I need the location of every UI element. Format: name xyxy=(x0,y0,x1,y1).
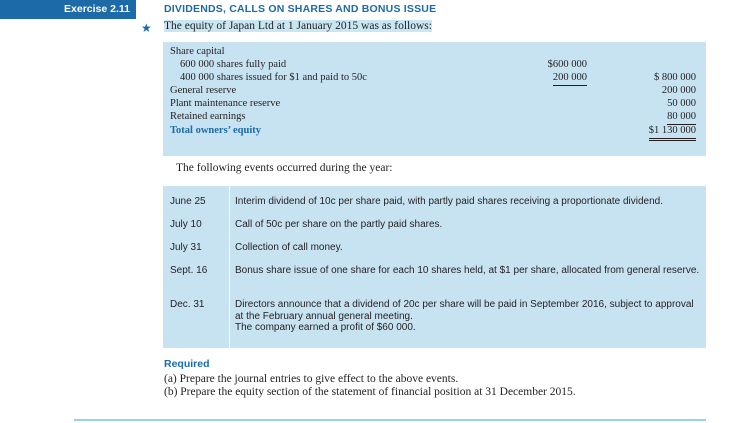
event-text: Call of 50c per share on the partly paid shares. xyxy=(235,219,443,230)
required-heading: Required xyxy=(164,358,210,370)
event-text: Collection of call money. xyxy=(235,242,343,253)
retained-earnings-value: 80 000 xyxy=(667,111,696,125)
equity-table xyxy=(163,42,706,156)
event-date: July 31 xyxy=(170,242,202,253)
general-reserve-label: General reserve xyxy=(170,85,237,96)
event-text: Interim dividend of 10c per share paid, with partly paid shares receiving a proportionate dividend. xyxy=(235,196,664,207)
partly-paid-value: 200 000 xyxy=(553,72,587,86)
event-date: July 10 xyxy=(170,219,202,230)
plant-reserve-value: 50 000 xyxy=(667,98,696,109)
partly-paid-label: 400 000 shares issued for $1 and paid to 50c xyxy=(180,72,367,83)
event-text: Bonus share issue of one share for each 10 shares held, at $1 per share, allocated from general reserve. xyxy=(235,265,700,276)
general-reserve-value: 200 000 xyxy=(661,85,696,96)
exercise-intro: The equity of Japan Ltd at 1 January 2015 was as follows: xyxy=(164,20,432,32)
required-item: (a) Prepare the journal entries to give effect to the above events. xyxy=(164,373,459,385)
column-divider xyxy=(229,186,230,348)
retained-earnings-label: Retained earnings xyxy=(170,111,246,122)
fully-paid-value: $600 000 xyxy=(547,59,587,70)
event-text-continued: The company earned a profit of $60 000. xyxy=(235,322,416,333)
bottom-divider xyxy=(74,419,706,421)
events-table xyxy=(163,186,706,348)
star-icon: ★ xyxy=(141,21,152,35)
total-equity-label: Total owners’ equity xyxy=(170,125,262,136)
event-date: Dec. 31 xyxy=(170,299,205,310)
share-capital-label: Share capital xyxy=(170,46,225,57)
plant-reserve-label: Plant maintenance reserve xyxy=(170,98,281,109)
fully-paid-label: 600 000 shares fully paid xyxy=(180,59,287,70)
exercise-badge: Exercise 2.11 xyxy=(0,0,136,19)
required-item: (b) Prepare the equity section of the statement of financial position at 31 December 2015. xyxy=(164,386,576,398)
share-capital-total: $ 800 000 xyxy=(654,72,696,83)
exercise-title: DIVIDENDS, CALLS ON SHARES AND BONUS ISSUE xyxy=(164,3,437,15)
event-date: Sept. 16 xyxy=(170,265,208,276)
total-equity-value: $1 130 000 xyxy=(649,125,696,141)
event-text: Directors announce that a dividend of 20c per share will be paid in September 2016, subject to approval at the February annual general meeting. xyxy=(235,299,694,322)
event-date: June 25 xyxy=(170,196,206,207)
events-intro: The following events occurred during the year: xyxy=(176,162,393,174)
